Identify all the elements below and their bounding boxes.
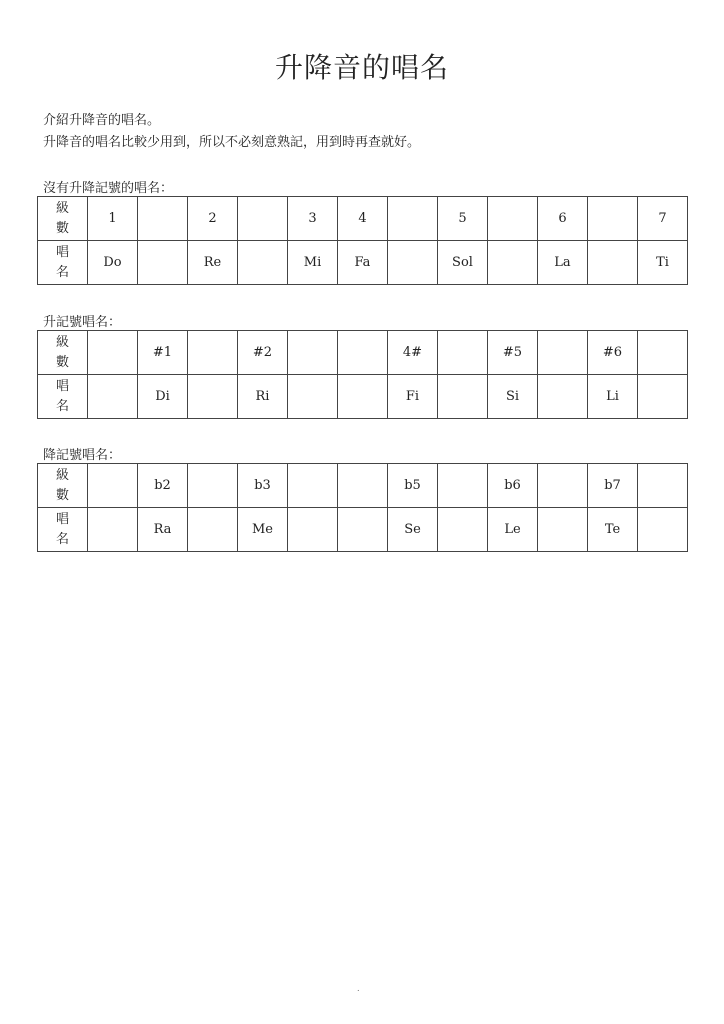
solfege-cell (538, 508, 588, 552)
solfege-cell: Se (388, 508, 438, 552)
flat-table-caption: 降記號唱名： (43, 448, 122, 463)
degree-cell (188, 464, 238, 508)
degree-label: 級 數 (38, 464, 88, 508)
degree-label: 級 數 (38, 197, 88, 241)
footer-mark: . (357, 984, 360, 993)
solfege-cell (188, 508, 238, 552)
degree-cell: #2 (238, 331, 288, 375)
solfege-cell: Me (238, 508, 288, 552)
solfege-label: 唱 名 (38, 241, 88, 285)
solfege-cell: Ra (138, 508, 188, 552)
degree-cell (538, 464, 588, 508)
solfege-cell (388, 241, 438, 285)
intro-text (43, 110, 420, 154)
solfege-cell: Do (88, 241, 138, 285)
solfege-cell: Li (588, 375, 638, 419)
degree-cell: b2 (138, 464, 188, 508)
solfege-cell: Mi (288, 241, 338, 285)
degree-cell: 4# (388, 331, 438, 375)
degree-cell (288, 331, 338, 375)
degree-cell: 2 (188, 197, 238, 241)
degree-cell (438, 331, 488, 375)
degree-cell: #1 (138, 331, 188, 375)
degree-cell (238, 197, 288, 241)
intro-line-2: 升降音的唱名比較少用到，所以不必刻意熟記，用到時再查就好。 (43, 135, 421, 150)
degree-cell: #5 (488, 331, 538, 375)
degree-cell: b7 (588, 464, 638, 508)
degree-cell: 5 (438, 197, 488, 241)
solfege-cell: Si (488, 375, 538, 419)
solfege-cell (188, 375, 238, 419)
degree-cell (288, 464, 338, 508)
solfege-cell (238, 241, 288, 285)
degree-cell: 1 (88, 197, 138, 241)
solfege-cell: Le (488, 508, 538, 552)
page-title: 升降音的唱名 (274, 51, 449, 84)
degree-label: 級 數 (38, 331, 88, 375)
degree-cell (188, 331, 238, 375)
degree-cell (88, 331, 138, 375)
degree-cell: b6 (488, 464, 538, 508)
solfege-cell: Te (588, 508, 638, 552)
solfege-cell (588, 241, 638, 285)
solfege-cell: Sol (438, 241, 488, 285)
solfege-cell (438, 508, 488, 552)
degree-cell (638, 331, 688, 375)
degree-cell: b5 (388, 464, 438, 508)
solfege-cell: Di (138, 375, 188, 419)
solfege-cell (438, 375, 488, 419)
solfege-cell: La (538, 241, 588, 285)
degree-cell (438, 464, 488, 508)
solfege-cell (88, 508, 138, 552)
solfege-cell: Ti (638, 241, 688, 285)
solfege-cell: Fa (338, 241, 388, 285)
degree-cell (588, 197, 638, 241)
degree-row (38, 197, 688, 241)
solfege-cell: Re (188, 241, 238, 285)
natural-table-caption: 沒有升降記號的唱名： (43, 181, 174, 196)
solfege-cell (338, 508, 388, 552)
solfege-label: 唱 名 (38, 375, 88, 419)
degree-cell: #6 (588, 331, 638, 375)
sharp-scale-table (37, 330, 688, 419)
degree-cell (88, 464, 138, 508)
solfege-cell (88, 375, 138, 419)
natural-scale-table (37, 196, 688, 285)
degree-cell (388, 197, 438, 241)
degree-cell: 4 (338, 197, 388, 241)
solfege-row (38, 508, 688, 552)
solfege-cell: Ri (238, 375, 288, 419)
degree-cell (338, 464, 388, 508)
solfege-cell (488, 241, 538, 285)
degree-cell (338, 331, 388, 375)
solfege-cell (538, 375, 588, 419)
solfege-cell: Fi (388, 375, 438, 419)
degree-cell (638, 464, 688, 508)
solfege-cell (638, 375, 688, 419)
solfege-cell (138, 241, 188, 285)
degree-cell (538, 331, 588, 375)
solfege-cell (638, 508, 688, 552)
degree-cell: 6 (538, 197, 588, 241)
solfege-label: 唱 名 (38, 508, 88, 552)
degree-cell (138, 197, 188, 241)
solfege-cell (288, 375, 338, 419)
degree-row (38, 464, 688, 508)
degree-cell (488, 197, 538, 241)
flat-scale-table (37, 463, 688, 552)
degree-row (38, 331, 688, 375)
intro-line-1: 介紹升降音的唱名。 (43, 113, 161, 128)
solfege-row (38, 375, 688, 419)
solfege-row (38, 241, 688, 285)
degree-cell: 7 (638, 197, 688, 241)
solfege-cell (338, 375, 388, 419)
degree-cell: 3 (288, 197, 338, 241)
sharp-table-caption: 升記號唱名： (43, 315, 122, 330)
degree-cell: b3 (238, 464, 288, 508)
solfege-cell (288, 508, 338, 552)
